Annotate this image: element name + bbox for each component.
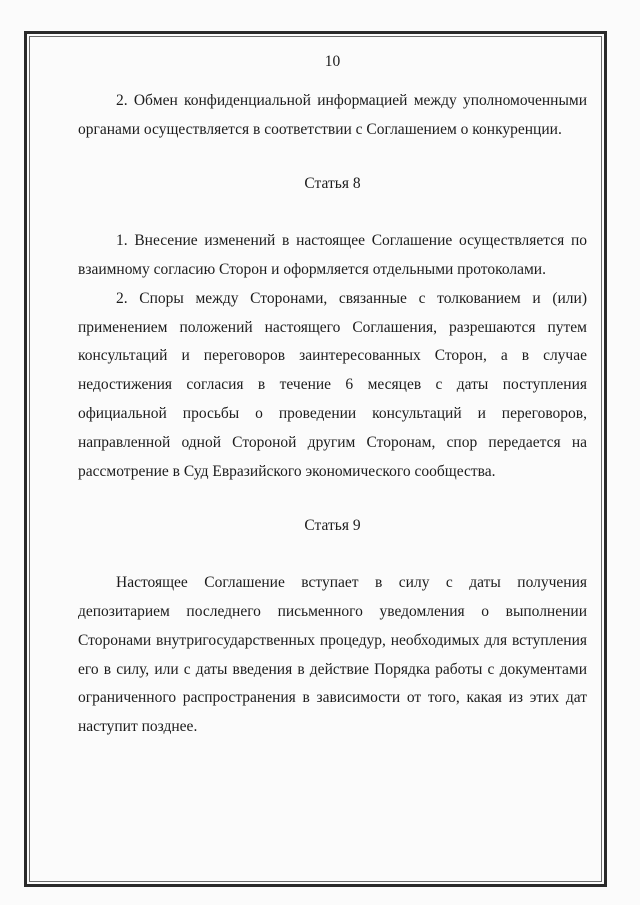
article-9-paragraph-1: Настоящее Соглашение вступает в силу с даты получения депозитарием последнего письменного уведомления о выполнении Сторонами внутригосударственных процедур, необходимых для вступления его в силу, или с даты введения в действие Порядка работы с документами ограниченного распространения в зависимости от того, какая из этих дат наступит позднее. (78, 574, 587, 736)
article-8-heading: Статья 8 (304, 175, 361, 193)
page-number: 10 (324, 53, 341, 70)
article-9-heading: Статья 9 (304, 517, 361, 535)
document-body (78, 48, 587, 742)
article-8-paragraph-2: 2. Споры между Сторонами, связанные с толкованием и (или) применением положений настоящего Соглашения, разрешаются путем консультаций и переговоров заинтересованных Сторон, а в случае недостижения согласия в течение 6 месяцев с даты поступления официальной просьбы о проведении консультаций и переговоров, направленной одной Стороной другим Сторонам, спор передается на рассмотрение в Суд Евразийского экономического сообщества. (78, 289, 587, 480)
article-8-paragraph-1: 1. Внесение изменений в настоящее Соглашение осуществляется по взаимному согласию Сторон и оформляется отдельными протоколами. (78, 232, 587, 278)
paragraph-exchange-info: 2. Обмен конфиденциальной информацией между уполномоченными органами осуществляется в соответствии с Соглашением о конкуренции. (78, 91, 587, 138)
